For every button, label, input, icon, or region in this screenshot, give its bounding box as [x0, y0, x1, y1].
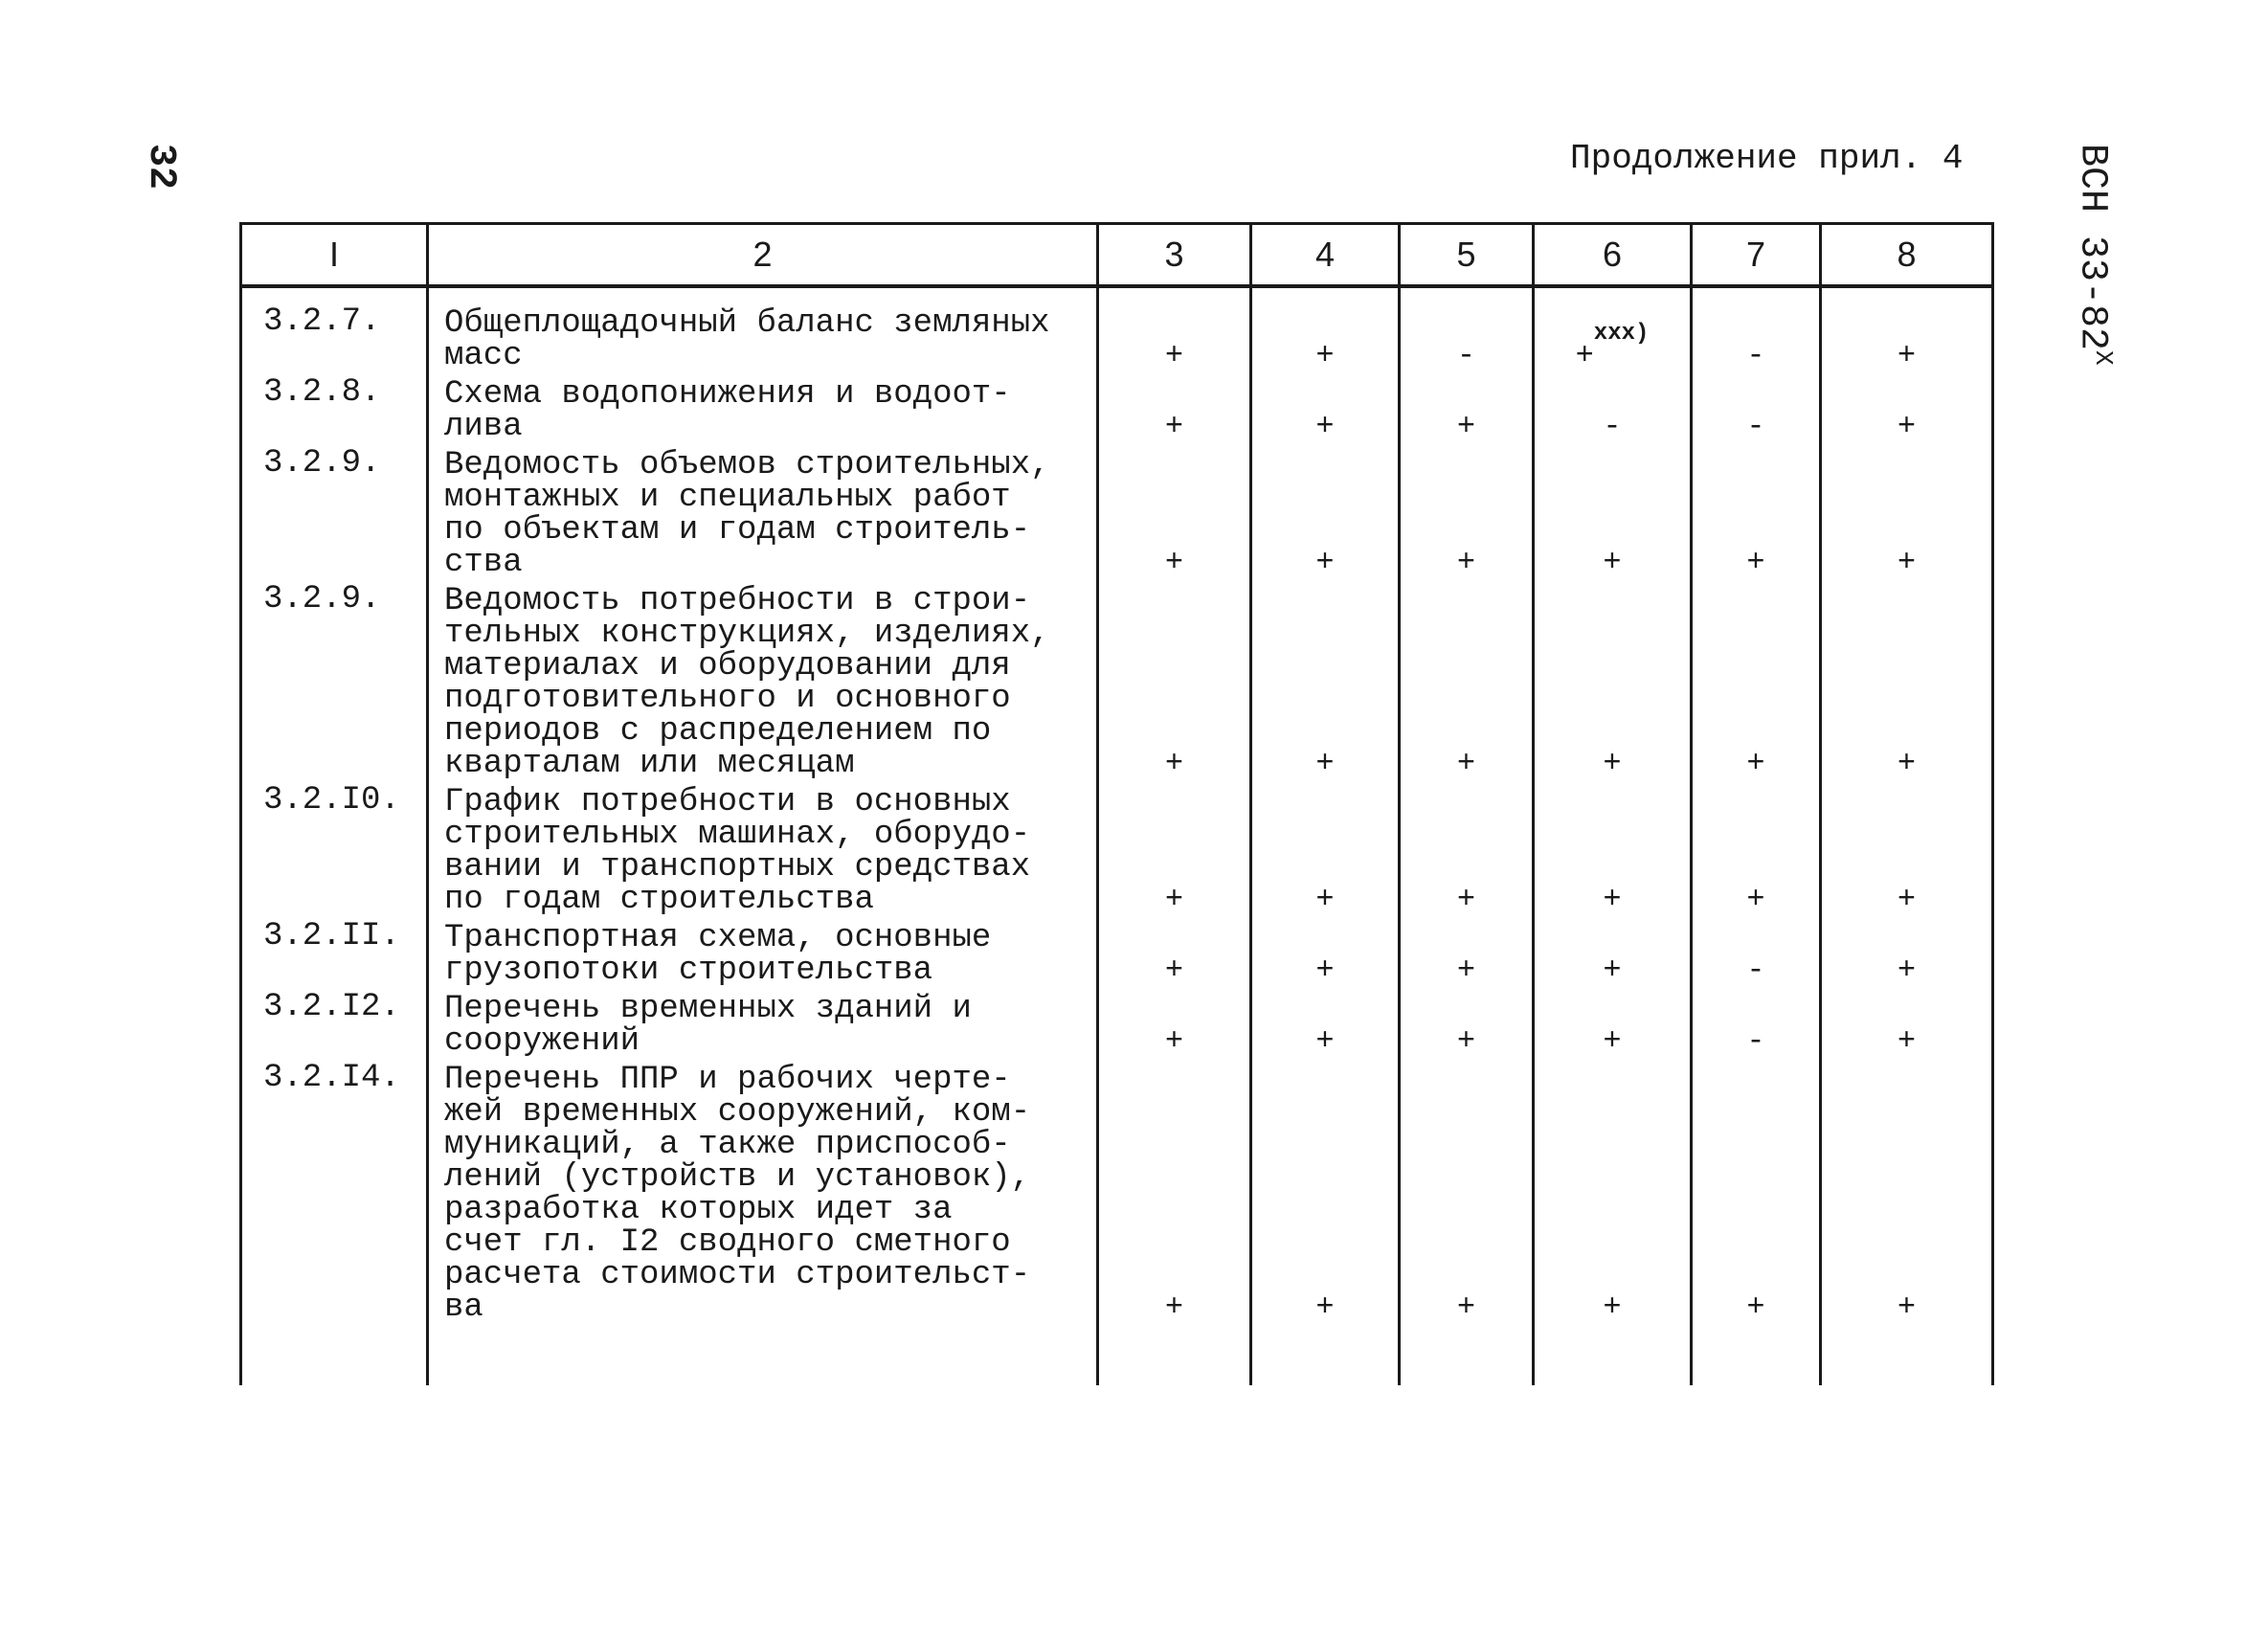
- description-line: лений (устройств и установок),: [444, 1159, 1031, 1196]
- mark-symbol: +: [1456, 1290, 1476, 1325]
- mark-symbol: -: [1603, 409, 1622, 444]
- mark-cell-col-4: [1251, 916, 1400, 987]
- continuation-heading: Продолжение прил. 4: [1570, 139, 1964, 178]
- mark-symbol: +: [1164, 953, 1184, 988]
- mark-symbol: +: [1897, 1023, 1917, 1059]
- mark-cell-col-5: [1400, 1058, 1534, 1324]
- table-spacer: [241, 286, 1993, 302]
- description-line: ва: [444, 1290, 483, 1326]
- mark-symbol: -: [1746, 1023, 1765, 1059]
- mark-cell-col-4: [1251, 443, 1400, 579]
- column-header-7: 7: [1692, 224, 1821, 287]
- mark-cell-col-7: [1692, 372, 1821, 443]
- mark-cell-col-4: [1251, 302, 1400, 372]
- mark-cell-col-3: [1098, 987, 1251, 1058]
- mark-symbol: +: [1164, 882, 1184, 917]
- description-line: Ведомость потребности в строи-: [444, 583, 1031, 619]
- mark-symbol: +: [1456, 882, 1476, 917]
- mark-symbol: +: [1315, 953, 1335, 988]
- column-header-2: 2: [428, 224, 1098, 287]
- description-line: масс: [444, 338, 523, 374]
- table-body: [241, 286, 1993, 1385]
- item-number: 3.2.I4.: [241, 1058, 428, 1324]
- mark-cell-col-6: [1534, 372, 1692, 443]
- mark-symbol: +: [1897, 882, 1917, 917]
- mark-cell-col-8: [1821, 1058, 1993, 1324]
- table-tail: [241, 1324, 1993, 1385]
- description-line: по объектам и годам строитель-: [444, 512, 1031, 549]
- mark-symbol: +: [1315, 338, 1335, 373]
- description-line: лива: [444, 409, 523, 445]
- mark-symbol: +: [1897, 1290, 1917, 1325]
- table-row: [241, 916, 1993, 987]
- mark-symbol: +: [1456, 746, 1476, 781]
- description-line: подготовительного и основного: [444, 681, 1011, 717]
- mark-cell-col-7: [1692, 1058, 1821, 1324]
- item-description: [428, 579, 1098, 780]
- mark-symbol: +: [1897, 338, 1917, 373]
- page-number: 32: [139, 144, 182, 191]
- column-header-8: 8: [1821, 224, 1993, 287]
- item-description: [428, 372, 1098, 443]
- mark-symbol: -: [1746, 338, 1765, 373]
- mark-symbol: +: [1897, 746, 1917, 781]
- mark-symbol: -: [1746, 953, 1765, 988]
- mark-cell-col-6: [1534, 780, 1692, 916]
- description-line: ства: [444, 545, 523, 581]
- mark-symbol: -: [1746, 409, 1765, 444]
- column-header-6: 6: [1534, 224, 1692, 287]
- mark-symbol: +: [1315, 746, 1335, 781]
- mark-symbol: -: [1456, 338, 1476, 373]
- description-line: по годам строительства: [444, 882, 874, 918]
- mark-cell-col-8: [1821, 372, 1993, 443]
- mark-cell-col-5: [1400, 987, 1534, 1058]
- mark-cell-col-4: [1251, 780, 1400, 916]
- mark-cell-col-6: [1534, 1058, 1692, 1324]
- mark-symbol: +: [1164, 1023, 1184, 1059]
- mark-cell-col-4: [1251, 987, 1400, 1058]
- mark-symbol: +: [1603, 1290, 1622, 1325]
- item-description: [428, 987, 1098, 1058]
- mark-cell-col-8: [1821, 579, 1993, 780]
- mark-cell-col-5: [1400, 372, 1534, 443]
- mark-symbol: +: [1456, 409, 1476, 444]
- mark-cell-col-5: [1400, 579, 1534, 780]
- description-line: разработка которых идет за: [444, 1192, 953, 1228]
- mark-cell-col-6: [1534, 916, 1692, 987]
- mark-symbol: +: [1456, 953, 1476, 988]
- mark-cell-col-4: [1251, 579, 1400, 780]
- table-row: [241, 780, 1993, 916]
- table-row: [241, 302, 1993, 372]
- description-line: материалах и оборудовании для: [444, 648, 1011, 684]
- description-line: График потребности в основных: [444, 784, 1011, 820]
- document-code-superscript: Х: [2089, 350, 2118, 366]
- mark-cell-col-6: [1534, 987, 1692, 1058]
- mark-cell-col-7: [1692, 916, 1821, 987]
- document-code: [2071, 144, 2118, 366]
- item-number: 3.2.I2.: [241, 987, 428, 1058]
- mark-cell-col-5: [1400, 443, 1534, 579]
- column-header-3: 3: [1098, 224, 1251, 287]
- item-number: 3.2.7.: [241, 302, 428, 372]
- mark-symbol: +: [1575, 338, 1594, 373]
- mark-symbol: +: [1456, 1023, 1476, 1059]
- mark-symbol: +: [1315, 545, 1335, 580]
- mark-cell-col-4: [1251, 1058, 1400, 1324]
- mark-cell-col-5: [1400, 780, 1534, 916]
- table-header-row: [241, 224, 1993, 287]
- mark-cell-col-7: [1692, 443, 1821, 579]
- mark-symbol: +: [1315, 882, 1335, 917]
- item-description: [428, 302, 1098, 372]
- mark-symbol: +: [1164, 746, 1184, 781]
- footnote-reference: xxx): [1593, 321, 1650, 348]
- description-line: Схема водопонижения и водоот-: [444, 376, 1011, 413]
- mark-symbol: +: [1897, 409, 1917, 444]
- mark-cell-col-3: [1098, 579, 1251, 780]
- description-line: счет гл. I2 сводного сметного: [444, 1224, 1011, 1261]
- item-number: 3.2.9.: [241, 579, 428, 780]
- mark-symbol: +: [1603, 882, 1622, 917]
- item-description: [428, 780, 1098, 916]
- mark-cell-col-3: [1098, 780, 1251, 916]
- mark-cell-col-8: [1821, 916, 1993, 987]
- mark-cell-col-6: [1534, 302, 1692, 372]
- mark-cell-col-7: [1692, 302, 1821, 372]
- table-row: [241, 579, 1993, 780]
- mark-symbol: +: [1746, 746, 1765, 781]
- description-line: жей временных сооружений, ком-: [444, 1094, 1031, 1131]
- mark-symbol: +: [1164, 1290, 1184, 1325]
- description-line: муникаций, а также приспособ-: [444, 1127, 1011, 1163]
- description-line: Перечень ППР и рабочих черте-: [444, 1062, 1011, 1098]
- mark-symbol: +: [1897, 545, 1917, 580]
- column-header-1: I: [241, 224, 428, 287]
- column-header-4: 4: [1251, 224, 1400, 287]
- item-number: 3.2.8.: [241, 372, 428, 443]
- mark-symbol: +: [1603, 545, 1622, 580]
- mark-symbol: +: [1603, 746, 1622, 781]
- mark-cell-col-3: [1098, 1058, 1251, 1324]
- mark-symbol: +: [1603, 953, 1622, 988]
- description-line: Ведомость объемов строительных,: [444, 447, 1050, 483]
- mark-cell-col-8: [1821, 780, 1993, 916]
- mark-cell-col-8: [1821, 443, 1993, 579]
- mark-cell-col-6: [1534, 443, 1692, 579]
- description-line: тельных конструкциях, изделиях,: [444, 616, 1050, 652]
- appendix-table: [239, 222, 1994, 1385]
- mark-cell-col-7: [1692, 579, 1821, 780]
- description-line: Перечень временных зданий и: [444, 991, 972, 1027]
- description-line: Транспортная схема, основные: [444, 920, 992, 956]
- mark-cell-col-3: [1098, 916, 1251, 987]
- mark-symbol: +: [1746, 545, 1765, 580]
- mark-symbol: +: [1164, 409, 1184, 444]
- item-number: 3.2.II.: [241, 916, 428, 987]
- description-line: вании и транспортных средствах: [444, 849, 1031, 886]
- mark-symbol: +: [1746, 1290, 1765, 1325]
- item-description: [428, 916, 1098, 987]
- mark-symbol: +: [1315, 409, 1335, 444]
- description-line: монтажных и специальных работ: [444, 480, 1011, 516]
- description-line: грузопотоки строительства: [444, 953, 933, 989]
- description-line: строительных машинах, оборудо-: [444, 817, 1031, 853]
- mark-cell-col-7: [1692, 780, 1821, 916]
- mark-cell-col-3: [1098, 372, 1251, 443]
- table-row: [241, 1058, 1993, 1324]
- mark-symbol: +: [1315, 1023, 1335, 1059]
- mark-cell-col-8: [1821, 987, 1993, 1058]
- description-line: расчета стоимости строительст-: [444, 1257, 1031, 1293]
- description-line: периодов с распределением по: [444, 713, 992, 750]
- mark-cell-col-7: [1692, 987, 1821, 1058]
- mark-symbol: +: [1603, 1023, 1622, 1059]
- item-description: [428, 1058, 1098, 1324]
- mark-cell-col-6: [1534, 579, 1692, 780]
- mark-cell-col-3: [1098, 302, 1251, 372]
- mark-symbol: +: [1164, 338, 1184, 373]
- mark-symbol: +: [1315, 1290, 1335, 1325]
- mark-cell-col-4: [1251, 372, 1400, 443]
- mark-cell-col-8: [1821, 302, 1993, 372]
- document-code-text: ВСН 33-82: [2070, 144, 2114, 351]
- description-line: сооружений: [444, 1023, 640, 1060]
- item-number: 3.2.I0.: [241, 780, 428, 916]
- item-number: 3.2.9.: [241, 443, 428, 579]
- mark-cell-col-5: [1400, 916, 1534, 987]
- mark-symbol: +: [1164, 545, 1184, 580]
- description-line: Общеплощадочный баланс земляных: [444, 305, 1050, 342]
- mark-cell-col-3: [1098, 443, 1251, 579]
- table-row: [241, 372, 1993, 443]
- mark-cell-col-5: [1400, 302, 1534, 372]
- mark-symbol: +: [1897, 953, 1917, 988]
- table-row: [241, 443, 1993, 579]
- mark-symbol: +: [1456, 545, 1476, 580]
- description-line: кварталам или месяцам: [444, 746, 855, 782]
- table-row: [241, 987, 1993, 1058]
- item-description: [428, 443, 1098, 579]
- column-header-5: 5: [1400, 224, 1534, 287]
- mark-symbol: +: [1746, 882, 1765, 917]
